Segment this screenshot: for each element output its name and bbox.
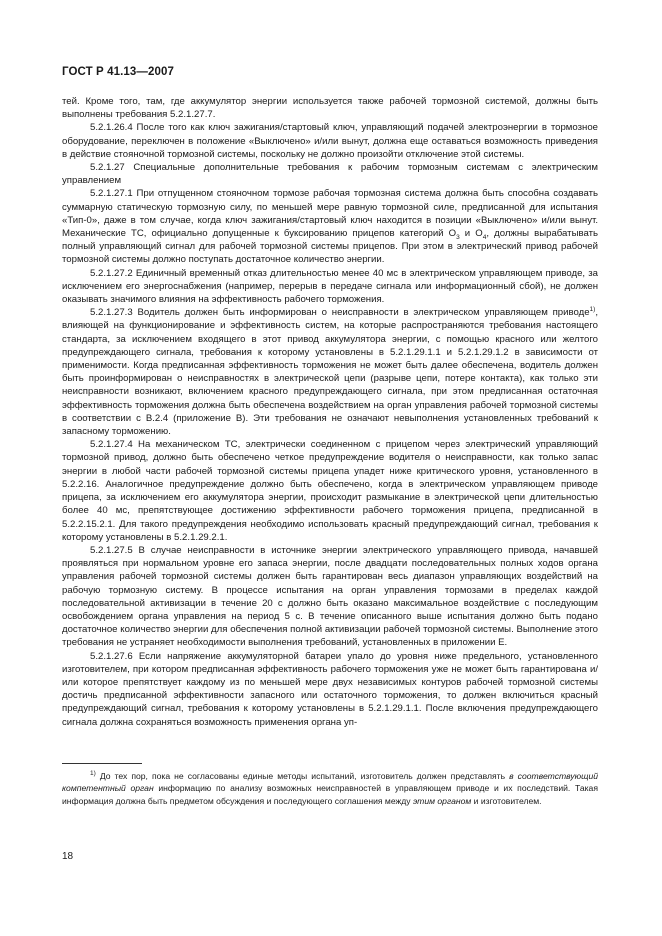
footnote-reference: 1) <box>589 306 596 314</box>
page-number: 18 <box>62 851 74 862</box>
paragraph-continuation: тей. Кроме того, там, где аккумулятор энергии используется также рабочей тормозной системой, должны быть выполнены требования 5.2.1.27.7. <box>62 96 598 121</box>
paragraph-5-2-1-27-2: 5.2.1.27.2 Единичный временный отказ длительностью менее 40 мс в электрическом управляющем приводе, за исключением его энергоснабжения (например, перерыв в передаче сигнала или информационный сбой), не должен оказывать значимого влияния на эффективность рабочего торможения. <box>62 267 598 306</box>
footnote-marker: 1) <box>90 770 96 778</box>
footnote-divider <box>62 763 142 764</box>
paragraph-5-2-1-27-5: 5.2.1.27.5 В случае неисправности в источнике энергии электрического управляющего привода, начавшей проявляться при нормальном уровне его запаса энергии, после двадцати последовательных полных ходов органа управления рабочей тормозной системы должен быть гарантирован весь диапазон управляющих воздействий на рабочую тормозную систему. В процессе испытания на орган управления тормозами в пределах каждой последовательной активизации в течение 20 с должно быть оказано максимальное воздействие с последующим освобождением органа управления на период 5 с. В течение описанного выше испытания должно быть подано достаточное количество энергии для обеспечения полной активизации рабочей тормозной системы. Выполнение этого требования не устраняет необходимости выполнения требований, установленных в приложении Е. <box>62 544 598 649</box>
footnote: $^{1)}$ До тех пор, пока не согласованы единые методы испытаний, изготовитель должен представлять в соответствующий компетентный орган информацию по анализу возможных неисправностей в управляющем приводе и их последствий. Такая информация должна быть предметом обсуждения и последующего соглашения между этим органом и изготовителем. <box>62 770 598 806</box>
paragraph-5-2-1-27-4: 5.2.1.27.4 На механическом ТС, электрически соединенном с прицепом через электрический управляющий тормозной привод, должно быть обеспечено четкое предупреждение водителя о неисправности, как только запас энергии в любой части рабочей тормозной системы прицепа упадет ниже критического уровня, установленного в 5.2.2.16. Аналогичное предупреждение должно быть обеспечено, когда в электрическом управляющем приводе прицепа, за исключением его аккумулятора энергии, происходит размыкание в электрической цепи длительностью более 40 мс, препятствующее достижению эффективности рабочего торможения прицепа, предписанной в 5.2.2.15.2.1. Для такого предупреждения необходимо использовать красный предупреждающий сигнал, требования к которому установлены в 5.2.1.29.2.1. <box>62 439 598 543</box>
paragraph-5-2-1-27: 5.2.1.27 Специальные дополнительные требования к рабочим тормозным системам с электрическим управлением <box>62 162 598 187</box>
paragraph-5-2-1-26-4: 5.2.1.26.4 После того как ключ зажигания/стартовый ключ, управляющий подачей электроэнергии в тормозное оборудование, переключен в положение «Выключено» и/или вынут, должна еще оставаться возможность приведения в действие стояночной тормозной системы, поскольку не должно произойти отключение этой системы. <box>62 122 598 160</box>
paragraph-5-2-1-27-1: 5.2.1.27.1 При отпущенном стояночном тормозе рабочая тормозная система должна быть способна создавать суммарную статическую тормозную силу, по меньшей мере равную тормозной силе, предписанной для испытания «Тип-0», даже в том случае, когда ключ зажигания/стартовый ключ находится в позиции «Выключено» и/или вынут. Механические ТС, официально допущенные к буксированию прицепов категорий $O_3$ и $O_4$, должны вырабатывать полный управляющий сигнал для рабочей тормозной системы прицепов. При этом в электрический привод рабочей тормозной системы должно поступать достаточное количество энергии. <box>62 188 598 266</box>
paragraph-5-2-1-27-3: 5.2.1.27.3 Водитель должен быть информирован о неисправности в электрическом управляющем приводе$^{1)}$, влияющей на функционирование и эффективность систем, на которые распространяются требования настоящего стандарта, за исключением входящего в этот привод аккумулятора энергии, с помощью красного или желтого предупреждающего сигнала, требования к которому установлены в 5.2.1.29.1.1 и 5.2.1.29.1.2 в зависимости от применимости. Когда предписанная эффективность торможения не может быть далее обеспечена, водитель должен быть проинформирован о неисправностях в электрической цепи (разрыве цепи, потере контакта), как только эти неисправности возникают, включением красного предупреждающего сигнала, при этом предписанная остаточная эффективность торможения должна быть обеспечена воздействием на орган управления рабочей тормозной системы в соответствии с В.2.4 (приложение В). Эти требования не означают невыполнения установленных требований к запасному торможению. <box>62 306 598 438</box>
page-header-standard-code: ГОСТ Р 41.13—2007 <box>62 66 174 78</box>
body-text <box>62 95 598 729</box>
paragraph-5-2-1-27-6: 5.2.1.27.6 Если напряжение аккумуляторной батареи упало до уровня ниже предельного, установленного изготовителем, при котором предписанная эффективность рабочего торможения уже не может быть гарантирована и/или которое препятствует каждому из по меньшей мере двух независимых контуров рабочей тормозной системы достичь предписанной эффективности запасного или остаточного торможения, то должен включиться красный предупреждающий сигнал, требования к которому установлены в 5.2.1.29.1.1. После включения предупреждающего сигнала должна сохраняться возможность применения органа уп- <box>62 650 598 728</box>
